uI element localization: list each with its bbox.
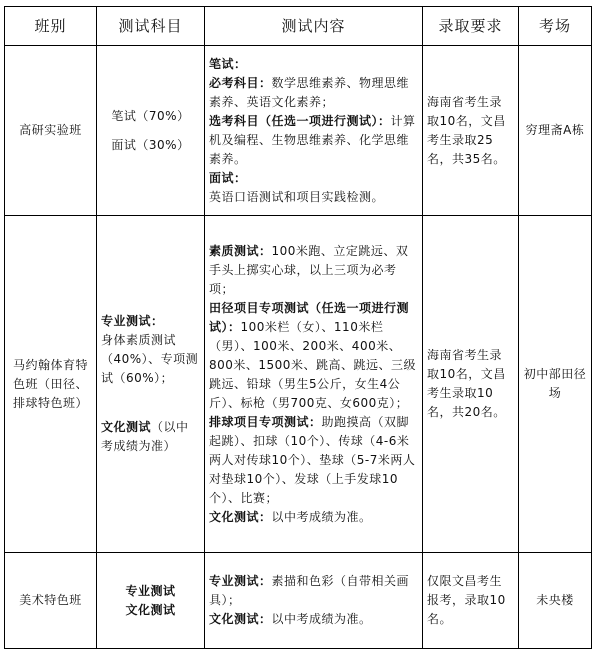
subject-label: 文化测试 (101, 420, 152, 434)
class-name-cell: 高研实验班 (5, 46, 97, 216)
content-label: 必考科目： (209, 75, 272, 90)
content-label: 排球项目专项测试： (209, 414, 322, 429)
content-text: 计算机及编程、生物思维素养、化学思维素养。 (209, 113, 416, 166)
content-text: 英语口语测试和项目实践检测。 (209, 189, 385, 204)
table-row (5, 216, 592, 553)
content-cell (205, 46, 423, 216)
content-text: 数学思维素养、物理思维素养、英语文化素养； (209, 75, 410, 109)
header-content: 测试内容 (205, 7, 423, 46)
header-row (5, 7, 592, 46)
content-text: 100米跑、立定跳远、双手头上掷实心球，以上三项为必考项； (209, 243, 409, 296)
header-requirement: 录取要求 (423, 7, 519, 46)
requirement-cell: 海南省考生录取10名，文昌考生录取10名，共20名。 (423, 216, 519, 553)
content-label: 文化测试： (209, 509, 272, 524)
venue-cell: 未央楼 (519, 553, 592, 649)
content-text: 100米栏（女）、110米栏（男）、100米、200米、400米、800米、1500米、跳高、跳远、三级跳远、铅球（男生5公斤，女生4公斤）、标枪（男700克、女600克）； (209, 319, 416, 410)
content-label: 文化测试： (209, 612, 272, 626)
content-text: 以中考成绩为准。 (271, 509, 372, 524)
venue-cell: 初中部田径场 (519, 216, 592, 553)
table-row (5, 46, 592, 216)
requirement-cell: 海南省考生录取10名，文昌考生录取25名，共35名。 (423, 46, 519, 216)
content-label: 专业测试： (209, 574, 272, 588)
subjects-cell (97, 553, 205, 649)
content-label: 田径项目专项测试（任选一项进行测试）： (209, 300, 410, 334)
table-row (5, 553, 592, 649)
subjects-cell (97, 216, 205, 553)
content-text: 以中考成绩为准。 (271, 612, 372, 626)
header-venue: 考场 (519, 7, 592, 46)
content-text: 素描和色彩（自带相关画具）； (209, 574, 410, 607)
venue-cell: 穷理斋A栋 (519, 46, 592, 216)
requirement-cell: 仅限文昌考生报考，录取10名。 (423, 553, 519, 649)
subject-item: 文化测试 (125, 602, 176, 617)
subject-item: 面试（30%） (111, 137, 190, 152)
subject-label: 专业测试： (101, 314, 164, 328)
class-name-cell: 马约翰体育特色班（田径、排球特色班） (5, 216, 97, 553)
content-label: 选考科目（任选一项进行测试）： (209, 113, 391, 128)
content-label: 素质测试： (209, 243, 272, 258)
content-heading: 笔试： (209, 56, 247, 71)
header-class: 班别 (5, 7, 97, 46)
subject-item: 专业测试 (125, 583, 176, 598)
content-cell (205, 553, 423, 649)
content-cell (205, 216, 423, 553)
content-text: 助跑摸高（双脚起跳）、扣球（10个）、传球（4-6米两人对传球10个）、垫球（5-7米两人对垫球10个）、发球（上手发球10个）、比赛； (209, 414, 416, 505)
class-name-cell: 美术特色班 (5, 553, 97, 649)
subjects-cell (97, 46, 205, 216)
subject-text: 身体素质测试（40%）、专项测试（60%）； (101, 333, 199, 385)
subject-item: 笔试（70%） (111, 108, 190, 123)
admissions-table (4, 6, 592, 649)
content-heading: 面试： (209, 170, 247, 185)
header-subjects: 测试科目 (97, 7, 205, 46)
subject-text: （以中考成绩为准） (101, 420, 189, 453)
